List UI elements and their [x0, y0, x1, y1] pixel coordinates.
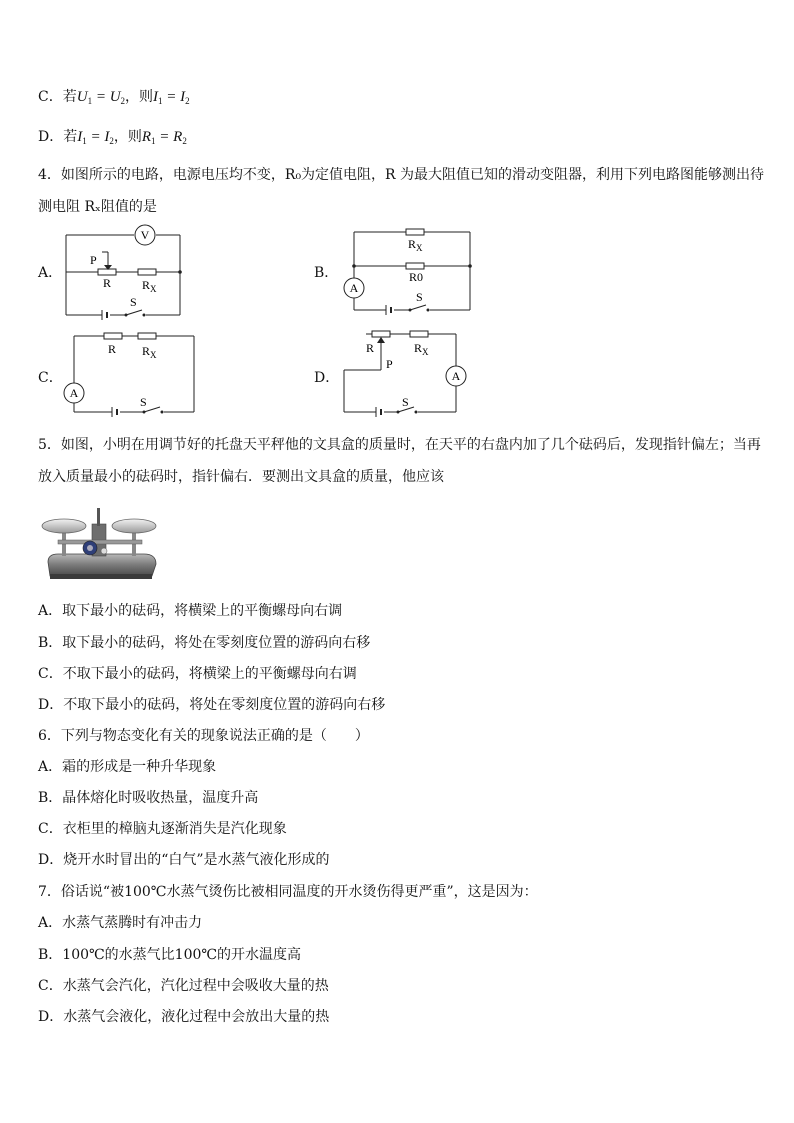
resistor-r0 — [406, 263, 424, 269]
q4-option-a-label: A． — [38, 265, 63, 281]
q4-option-c-label: C． — [38, 370, 63, 386]
svg-text:S: S — [140, 395, 147, 409]
resistor-rx — [138, 333, 156, 339]
svg-text:A: A — [451, 369, 461, 383]
circuit-a-diagram — [60, 224, 190, 326]
circuit-c-diagram — [62, 330, 202, 420]
q4-option-d-label: D． — [314, 370, 340, 386]
svg-text:RX: $R_X$ — [142, 278, 157, 294]
svg-text:R: R — [103, 276, 112, 290]
circuit-b-diagram — [338, 226, 478, 318]
resistor-rx — [138, 269, 156, 275]
svg-text:S: S — [130, 295, 137, 309]
q3-option-d: D．若$I_1 = I_2$，则$R_1 = R_2$ — [38, 129, 187, 146]
resistor-rx — [410, 331, 428, 337]
svg-text:A: A — [349, 281, 359, 295]
q7-stem: 7．俗话说“被100℃水蒸气烫伤比被相同温度的开水烫伤得更严重”，这是因为： — [38, 884, 538, 900]
q5-stem-line1: 5．如图，小明在用调节好的托盘天平秤他的文具盒的质量时，在天平的右盘内加了几个砝码后，发现指针偏左；当再 — [38, 437, 761, 453]
q4-stem-line2: 测电阻 Rₓ阻值的是 — [38, 199, 157, 215]
q3-option-c: C．若$U_1 = U_2$，则$I_1 = I_2$ — [38, 89, 190, 106]
svg-text:R0: R0 — [409, 270, 424, 284]
q6-option-d: D．烧开水时冒出的“白气”是水蒸气液化形成的 — [38, 852, 330, 868]
svg-text:P: P — [90, 253, 97, 267]
q7-option-d: D．水蒸气会液化，液化过程中会放出大量的热 — [38, 1009, 330, 1025]
svg-text:A: A — [69, 386, 79, 400]
q7-option-c: C．水蒸气会汽化，汽化过程中会吸收大量的热 — [38, 978, 329, 994]
q5-option-a: A．取下最小的砝码，将横梁上的平衡螺母向右调 — [38, 603, 343, 619]
q4-option-b-label: B． — [314, 265, 339, 281]
svg-text:P: P — [386, 357, 393, 371]
svg-text:RX: $R_X$ — [408, 237, 423, 253]
svg-text:R: R — [108, 342, 117, 356]
svg-text:S: S — [402, 395, 409, 409]
circuit-d-diagram — [336, 326, 472, 420]
q6-option-a: A．霜的形成是一种升华现象 — [38, 759, 217, 775]
q4-stem-line1: 4．如图所示的电路，电源电压均不变，R₀为定值电阻，R 为最大阻值已知的滑动变阻器，利用下列电路图能够测出待 — [38, 167, 765, 183]
q5-option-d: D．不取下最小的砝码，将处在零刻度位置的游码向右移 — [38, 697, 386, 713]
q7-option-a: A．水蒸气蒸腾时有冲击力 — [38, 915, 203, 931]
q6-stem: 6．下列与物态变化有关的现象说法正确的是（ ） — [38, 728, 369, 744]
q7-option-b: B．100℃的水蒸气比100℃的开水温度高 — [38, 947, 302, 963]
svg-text:S: S — [416, 290, 423, 304]
q5-option-b: B．取下最小的砝码，将处在零刻度位置的游码向右移 — [38, 635, 371, 651]
q5-stem-line2: 放入质量最小的砝码时，指针偏右．要测出文具盒的质量，他应该 — [38, 469, 444, 485]
q5-option-c: C．不取下最小的砝码，将横梁上的平衡螺母向右调 — [38, 666, 357, 682]
svg-text:RX: $R_X$ — [142, 344, 157, 360]
q6-option-c: C．衣柜里的樟脑丸逐渐消失是汽化现象 — [38, 821, 287, 837]
svg-text:RX: $R_X$ — [414, 341, 429, 357]
resistor-rx — [406, 229, 424, 235]
balance-scale-image — [40, 504, 160, 582]
q6-option-b: B．晶体熔化时吸收热量，温度升高 — [38, 790, 259, 806]
resistor-r — [98, 269, 116, 275]
svg-text:R: R — [366, 341, 375, 355]
svg-text:V: V — [140, 228, 150, 242]
resistor-r — [104, 333, 122, 339]
resistor-r — [372, 331, 390, 337]
